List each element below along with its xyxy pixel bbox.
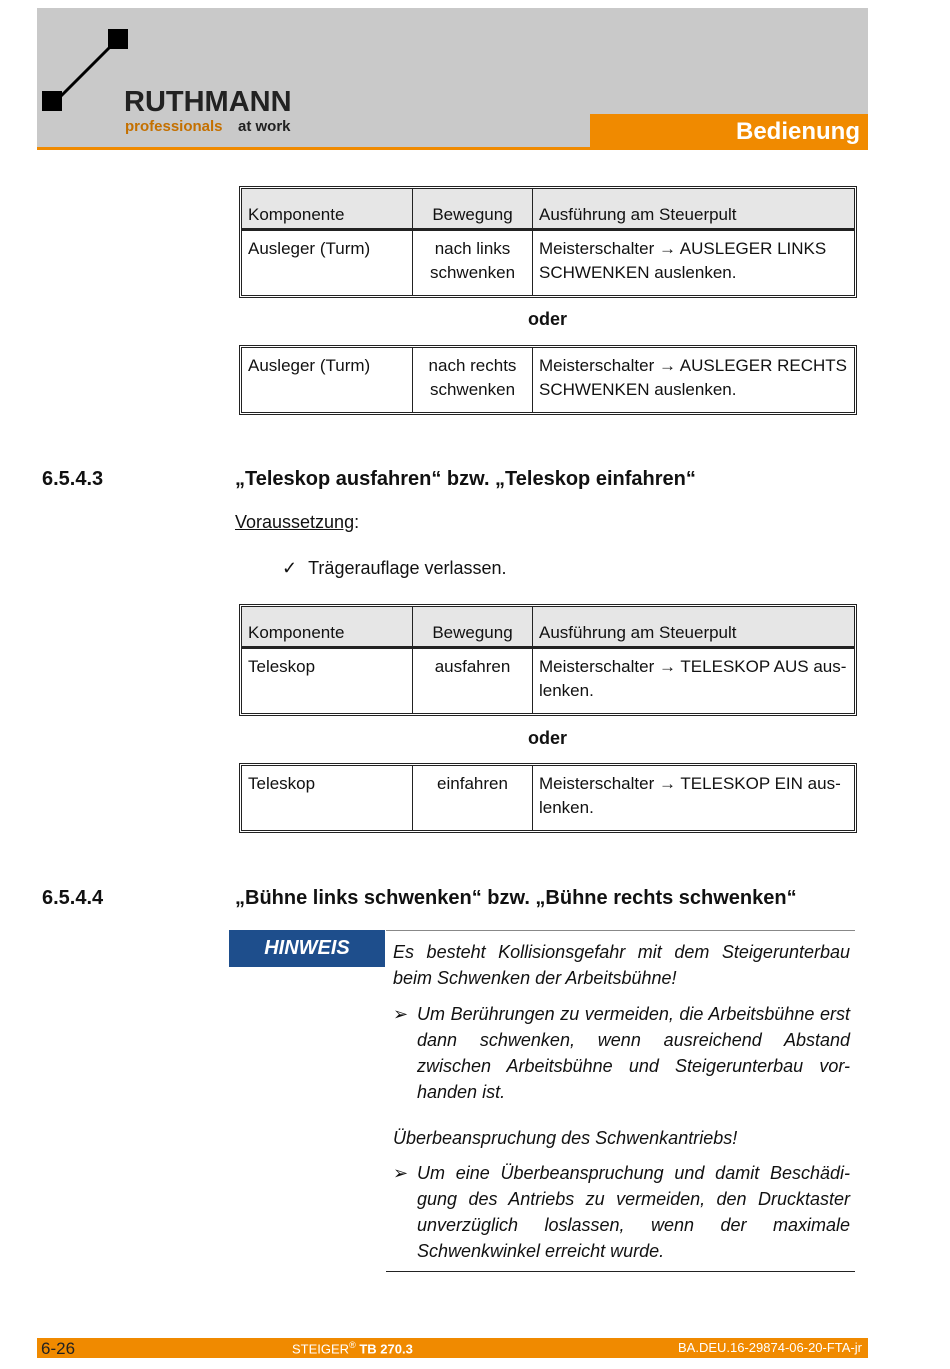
notice-warning: Überbeanspruchung des Schwenkantriebs!: [393, 1128, 738, 1148]
movement-cell: nach links schwenken: [412, 231, 532, 295]
control-table-telescope-in: [239, 763, 857, 833]
col-header-component: Komponente: [242, 607, 412, 649]
alternative-label: oder: [528, 309, 568, 329]
col-header-component: Komponente: [242, 189, 412, 231]
execution-cell: [532, 649, 854, 713]
arrow-right-icon: →: [659, 657, 676, 676]
document-id: BA.DEU.16-29874-06-20-FTA-jr: [678, 1340, 862, 1355]
col-header-execution: Ausführung am Steuerpult: [532, 607, 854, 649]
execution-control: Meisterschalter: [539, 774, 655, 793]
product-name: STEIGER® TB 270.3: [292, 1340, 413, 1357]
section-title: Bedienung: [590, 114, 868, 150]
execution-action: TELESKOP EIN aus-lenken.: [539, 774, 841, 817]
prerequisite-item: [282, 558, 507, 579]
control-table-telescope-header: [239, 604, 857, 716]
execution-action: AUSLEGER LINKS SCHWENKEN auslenken.: [539, 239, 827, 282]
section-number: 6.5.4.4: [42, 887, 104, 909]
component-cell: Teleskop: [248, 774, 316, 793]
movement-cell: ausfahren: [412, 649, 532, 713]
table-row: [242, 348, 854, 412]
table-header-row: [242, 607, 854, 649]
notice-top-rule: [386, 930, 855, 931]
execution-control: Meisterschalter: [539, 657, 655, 676]
table-row: [242, 766, 854, 830]
page-footer: [37, 1338, 868, 1358]
col-header-movement: Bewegung: [412, 189, 532, 231]
notice-bottom-rule: [386, 1271, 855, 1272]
execution-cell: [532, 766, 854, 830]
notice-action: [393, 1160, 850, 1264]
notice-action-text: Um eine Überbeanspruchung und damit Beschädi-gung des Antriebs zu vermeiden, den Drucktaster unverzüglich loslassen, wenn der maximale Schwenkwinkel erreicht wurde.: [417, 1163, 850, 1261]
notice-warning: Es besteht Kollisionsgefahr mit dem Steigerunterbau beim Schwenken der Arbeitsbühne!: [393, 942, 850, 988]
alternative-label: oder: [528, 728, 568, 748]
section-heading: „Bühne links schwenken“ bzw. „Bühne rechts schwenken“: [235, 887, 797, 909]
logo-tagline-1: professionals: [125, 118, 223, 135]
prerequisite-text: Trägerauflage verlassen.: [308, 558, 507, 578]
execution-cell: [532, 348, 854, 412]
execution-control: Meisterschalter: [539, 239, 655, 258]
page-number: 6-26: [41, 1339, 76, 1358]
logo-name: RUTHMANN: [124, 86, 292, 118]
notice-action-text: Um Berührungen zu vermeiden, die Arbeitsbühne erst dann schwenken, wenn ausreichend Abstand zwischen Arbeitsbühne und Steigerunterbau vor-handen ist.: [417, 1004, 850, 1102]
arrow-bullet-icon: ➢: [393, 1004, 409, 1024]
section-number: 6.5.4.3: [42, 468, 104, 490]
col-header-movement: Bewegung: [412, 607, 532, 649]
prerequisite-label: Voraussetzung:: [235, 512, 360, 532]
table-header-row: [242, 189, 854, 231]
component-cell: Ausleger (Turm): [248, 239, 371, 258]
arrow-right-icon: →: [659, 774, 676, 793]
col-header-execution: Ausführung am Steuerpult: [532, 189, 854, 231]
table-row: [242, 231, 854, 295]
table-row: [242, 649, 854, 713]
notice-tag: HINWEIS: [229, 930, 385, 967]
execution-cell: [532, 231, 854, 295]
control-table-boom-right: [239, 345, 857, 415]
section-heading: „Teleskop ausfahren“ bzw. „Teleskop einfahren“: [235, 468, 696, 490]
notice-action: [393, 1001, 850, 1105]
ruthmann-logo: [40, 25, 320, 140]
arrow-right-icon: →: [659, 356, 676, 375]
checkmark-icon: ✓: [282, 558, 298, 578]
control-table-boom-header: [239, 186, 857, 298]
execution-action: TELESKOP AUS aus-lenken.: [539, 657, 847, 700]
execution-action: AUSLEGER RECHTS SCHWENKEN auslenken.: [539, 356, 847, 399]
movement-cell: einfahren: [412, 766, 532, 830]
logo-tagline-2: at work: [238, 118, 291, 135]
arrow-bullet-icon: ➢: [393, 1163, 409, 1183]
component-cell: Teleskop: [248, 657, 316, 676]
arrow-right-icon: →: [659, 239, 676, 258]
movement-cell: nach rechts schwenken: [412, 348, 532, 412]
execution-control: Meisterschalter: [539, 356, 655, 375]
component-cell: Ausleger (Turm): [248, 356, 371, 375]
